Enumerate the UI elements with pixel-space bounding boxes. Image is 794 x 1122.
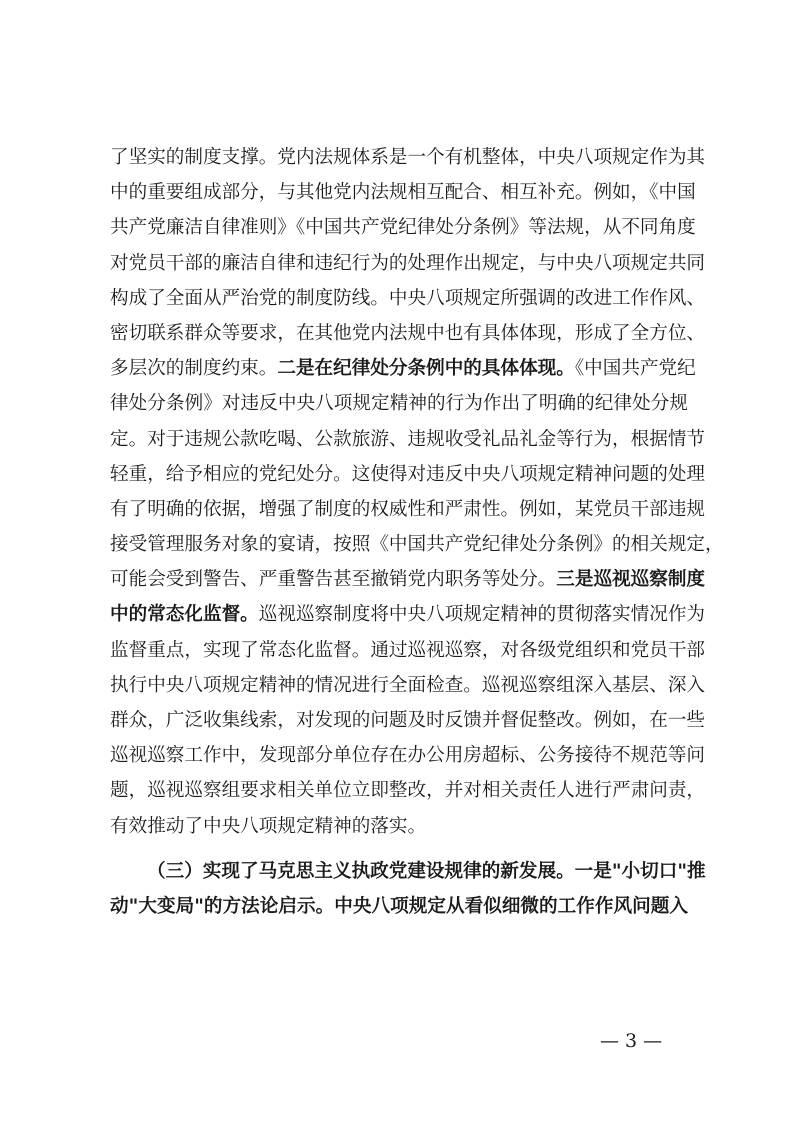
- text-run: 可能会受到警告、严重警告甚至撤销党内职务等处分。: [110, 569, 557, 591]
- text-line: 轻重，给予相应的党纪处分。这使得对违反中央八项规定精神问题的处理: [110, 463, 706, 485]
- text-run: 巡视巡察制度将中央八项规定精神的贯彻落实情况作为: [258, 604, 706, 626]
- text-line: [110, 597, 706, 632]
- text-run: 《中国共产党纪: [574, 358, 696, 380]
- text-line: 题，巡视巡察组要求相关单位立即整改，并对相关责任人进行严肃问责，: [110, 780, 706, 802]
- text-line: 定。对于违规公款吃喝、公款旅游、违规收受礼品礼金等行为，根据情节: [110, 428, 706, 450]
- page-number: — 3 —: [600, 1030, 663, 1052]
- bold-heading-run: 中的常态化监督。: [110, 604, 259, 626]
- bold-heading-run: 三是巡视巡察制度: [556, 569, 706, 591]
- text-line: [110, 889, 688, 924]
- text-line: 对党员干部的廉洁自律和违纪行为的处理作出规定，与中央八项规定共同: [110, 252, 706, 274]
- document-body: [110, 140, 724, 924]
- bold-heading-run: 一是: [574, 860, 612, 882]
- text-line: 群众，广泛收集线索，对发现的问题及时反馈并督促整改。例如，在一些: [110, 710, 706, 731]
- section-heading: （三）实现了马克思主义执政党建设规律的新发展。: [147, 860, 575, 882]
- bold-heading-run: 动"大变局"的方法论启示。中央八项规定从看似细微的工作作风问题入: [110, 895, 688, 917]
- text-line: [110, 562, 706, 597]
- bold-heading-run: "小切口"推: [611, 860, 706, 882]
- bold-heading-run: 二是在纪律处分条例中的具体体现。: [277, 358, 575, 380]
- text-line: 密切联系群众等要求，在其他党内法规中也有具体体现，形成了全方位、: [110, 322, 706, 344]
- text-line: 共产党廉洁自律准则》《中国共产党纪律处分条例》等法规，从不同角度: [110, 217, 696, 239]
- text-line: 接受管理服务对象的宴请，按照《中国共产党纪律处分条例》的相关规定，: [110, 534, 724, 556]
- text-line: 构成了全面从严治党的制度防线。中央八项规定所强调的改进工作作风、: [110, 287, 706, 309]
- text-line: 监督重点，实现了常态化监督。通过巡视巡察，对各级党组织和党员干部: [110, 639, 706, 661]
- text-line: 执行中央八项规定精神的情况进行全面检查。巡视巡察组深入基层、深入: [110, 674, 706, 696]
- text-run: 多层次的制度约束。: [110, 358, 278, 380]
- text-line: [110, 854, 706, 889]
- text-line: 巡视巡察工作中，发现部分单位存在办公用房超标、公务接待不规范等问: [110, 745, 706, 767]
- text-line: 中的重要组成部分，与其他党内法规相互配合、相互补充。例如，《中国: [110, 182, 696, 204]
- text-line: 了坚实的制度支撑。党内法规体系是一个有机整体，中央八项规定作为其: [110, 147, 706, 168]
- text-line: [110, 351, 696, 386]
- text-line: 有了明确的依据，增强了制度的权威性和严肃性。例如，某党员干部违规: [110, 498, 706, 520]
- text-line: 有效推动了中央八项规定精神的落实。: [110, 815, 427, 837]
- text-line: 律处分条例》对违反中央八项规定精神的行为作出了明确的纪律处分规: [110, 393, 688, 415]
- paragraph-gap: [110, 844, 688, 854]
